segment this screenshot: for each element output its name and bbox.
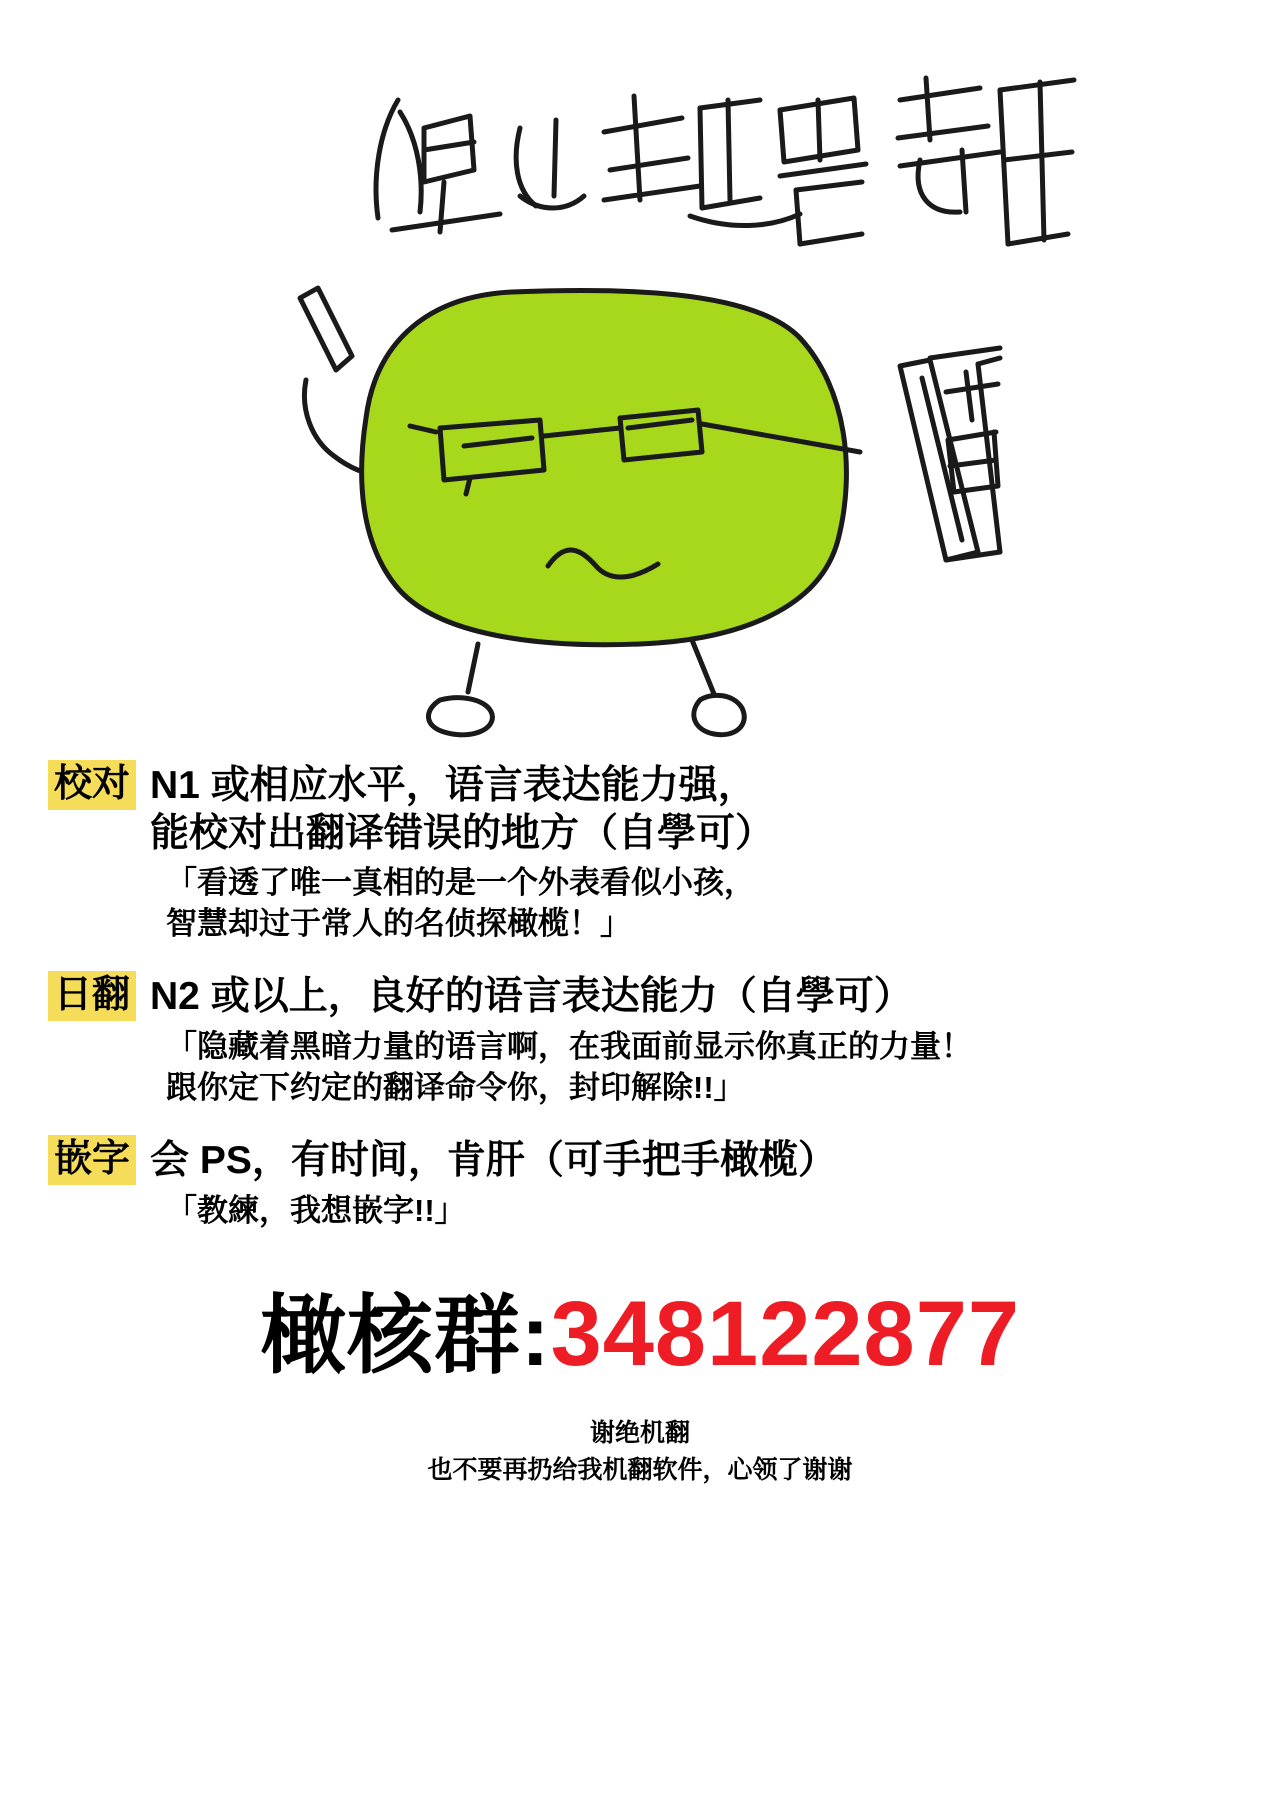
role-title-proofreader bbox=[150, 760, 774, 857]
handwritten-title-strokes bbox=[376, 78, 1074, 244]
role-quote-line: 「教練，我想嵌字!!」 bbox=[166, 1192, 466, 1228]
footer-line-1: 谢绝机翻 bbox=[589, 1418, 690, 1447]
role-quote-translator bbox=[166, 1027, 1232, 1109]
handdrawn-olive-illustration bbox=[0, 0, 1280, 760]
role-quote-line: 智慧却过于常人的名侦探橄榄！」 bbox=[166, 906, 631, 942]
role-headline bbox=[48, 1135, 1232, 1185]
role-headline bbox=[48, 760, 1232, 857]
role-quote-line: 「看透了唯一真相的是一个外表看似小孩， bbox=[166, 865, 755, 901]
role-tag-typesetter: 嵌字 bbox=[48, 1135, 136, 1185]
footer-line-2: 也不要再扔给我机翻软件，心领了谢谢 bbox=[427, 1455, 853, 1484]
role-quote-typesetter bbox=[166, 1191, 1232, 1232]
role-block-typesetter bbox=[48, 1135, 1232, 1232]
group-number: 348122877 bbox=[550, 1282, 1021, 1385]
legs bbox=[428, 640, 744, 735]
illustration-area bbox=[0, 0, 1280, 760]
right-sign bbox=[900, 348, 1000, 560]
footer-note bbox=[48, 1416, 1232, 1488]
role-title-translator: N2 或以上，良好的语言表达能力（自學可） bbox=[150, 974, 913, 1018]
role-quote-proofreader bbox=[166, 863, 1232, 945]
role-tag-translator: 日翻 bbox=[48, 971, 136, 1021]
recruitment-content bbox=[0, 760, 1280, 1488]
role-headline bbox=[48, 971, 1232, 1021]
role-title-typesetter: 会 PS，有时间，肯肝（可手把手橄榄） bbox=[150, 1138, 837, 1182]
role-tag-proofreader: 校对 bbox=[48, 760, 136, 810]
role-title-line: N1 或相应水平，语言表达能力强， bbox=[150, 764, 757, 807]
role-title-line: 能校对出翻译错误的地方（自學可） bbox=[150, 811, 775, 855]
group-contact-line bbox=[48, 1266, 1232, 1390]
role-quote-line: 「隐藏着黑暗力量的语言啊，在我面前显示你真正的力量！ bbox=[166, 1029, 972, 1065]
role-block-translator bbox=[48, 971, 1232, 1109]
role-quote-line: 跟你定下约定的翻译命令你，封印解除!!」 bbox=[166, 1069, 745, 1105]
olive-body bbox=[362, 290, 847, 644]
group-label: 橄核群: bbox=[259, 1287, 551, 1384]
role-block-proofreader bbox=[48, 760, 1232, 945]
